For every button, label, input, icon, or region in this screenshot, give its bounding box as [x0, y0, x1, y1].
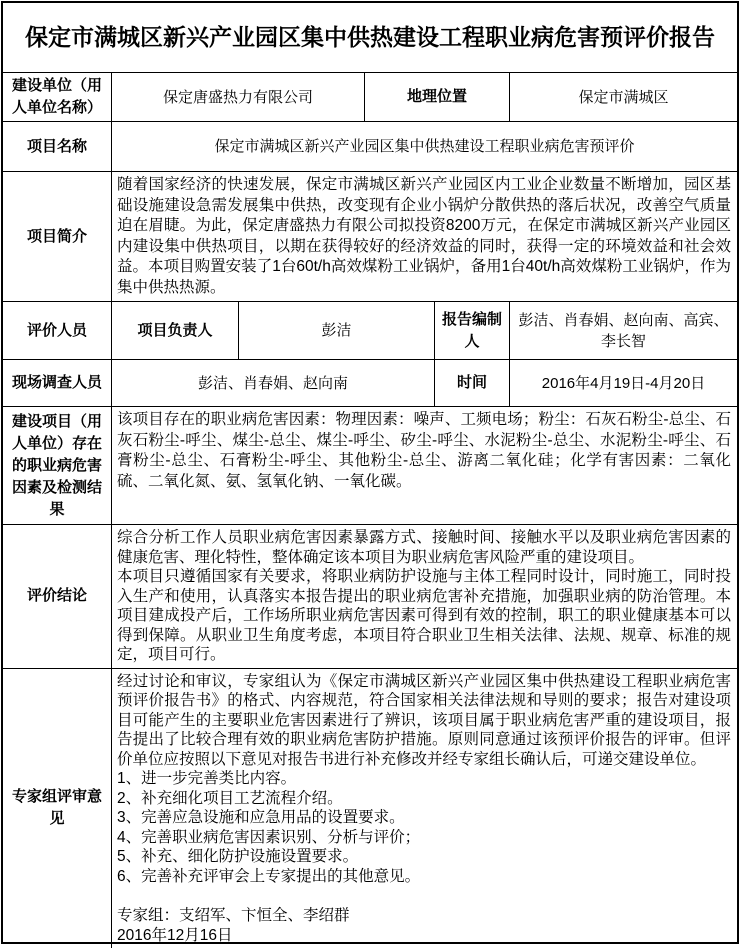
- report-compilers-label: 报告编制人: [434, 302, 509, 359]
- expert-review-item: 5、补充、细化防护设施设置要求。: [117, 847, 731, 867]
- expert-review-label: 专家组评审意见: [3, 669, 111, 948]
- conclusion-label: 评价结论: [3, 525, 111, 668]
- title-row: [3, 3, 737, 72]
- evaluators-label: 评价人员: [3, 302, 111, 359]
- report-compilers-value: 彭洁、肖春娟、赵向南、高宾、李长智: [509, 302, 737, 359]
- hazard-factors-text: 该项目存在的职业病危害因素：物理因素：噪声、工频电场；粉尘：石灰石粉尘-总尘、石灰石粉尘-呼尘、煤尘-总尘、煤尘-呼尘、矽尘-呼尘、水泥粉尘-总尘、水泥粉尘-呼尘、石膏粉尘-总尘、石膏粉尘-呼尘、其他粉尘-总尘、游离二氧化硅；化学有害因素：二氧化硫、二氧化氮、氨、氢氧化钠、一氧化碳。: [111, 407, 737, 524]
- conclusion-paragraph-1: 综合分析工作人员职业病危害因素暴露方式、接触时间、接触水平以及职业病危害因素的健康危害、理化特性，整体确定该本项目为职业病危害风险严重的建设项目。: [117, 528, 731, 567]
- project-intro-text: 随着国家经济的快速发展，保定市满城区新兴产业园区内工业企业数量不断增加，园区基础设施建设急需发展集中供热，改变现有企业小锅炉分散供热的落后状况，改善空气质量迫在眉睫。为此，保定唐盛热力有限公司拟投资8200万元，在保定市满城区新兴产业园区内建设集中供热项目，以期在获得较好的经济效益的同时，获得一定的环境效益和社会效益。本项目购置安装了1台60t/h高效煤粉工业锅炉，备用1台40t/h高效煤粉工业锅炉，作为集中供热热源。: [111, 172, 737, 301]
- conclusion-paragraph-2: 本项目只遵循国家有关要求，将职业病防护设施与主体工程同时设计，同时施工，同时投入生产和使用，认真落实本报告提出的职业病危害补充措施，加强职业病的防治管理。本项目建成投产后，工作场所职业病危害因素可得到有效的控制，职工的职业健康基本可以得到保障。从职业卫生角度考虑，本项目符合职业卫生相关法律、法规、规章、标准的规定，项目可行。: [117, 567, 731, 665]
- expert-group-signature: 专家组：支绍军、卞恒全、李绍群: [117, 906, 731, 926]
- row-evaluators: [3, 301, 737, 359]
- expert-review-item: 2、补充细化项目工艺流程介绍。: [117, 789, 731, 809]
- row-conclusion: [3, 524, 737, 668]
- row-site-survey: [3, 359, 737, 406]
- project-intro-label: 项目简介: [3, 172, 111, 301]
- site-survey-label: 现场调查人员: [3, 360, 111, 406]
- survey-time-label: 时间: [434, 360, 509, 406]
- page-title: 保定市满城区新兴产业园区集中供热建设工程职业病危害预评价报告: [3, 19, 737, 56]
- survey-time-value: 2016年4月19日-4月20日: [509, 360, 737, 406]
- row-project-name: [3, 121, 737, 171]
- expert-review-item: 6、完善补充评审会上专家提出的其他意见。: [117, 867, 731, 887]
- hazard-factors-label: 建设项目（用人单位）存在的职业病危害因素及检测结果: [3, 407, 111, 524]
- expert-review-date: 2016年12月16日: [117, 926, 731, 946]
- expert-review-paragraph: 经过讨论和审议，专家组认为《保定市满城区新兴产业园区集中供热建设工程职业病危害预评价报告书》的格式、内容规范，符合国家相关法律法规和导则的要求；报告对建设项目可能产生的主要职业危害因素进行了辨识，该项目属于职业病危害严重的建设项目，报告提出了比较合理有效的职业病危害防护措施。原则同意通过该预评价报告的评审。但评价单位应按照以下意见对报告书进行补充修改并经专家组长确认后，可递交建设单位。: [117, 672, 731, 770]
- row-construction-unit: [3, 72, 737, 121]
- expert-review-item: 3、完善应急设施和应急用品的设置要求。: [117, 808, 731, 828]
- project-leader-label: 项目负责人: [111, 302, 238, 359]
- construction-unit-label: 建设单位（用人单位名称）: [3, 73, 111, 121]
- geographic-location-value: 保定市满城区: [509, 73, 737, 121]
- row-hazard-factors: [3, 406, 737, 524]
- site-survey-members: 彭洁、肖春娟、赵向南: [111, 360, 434, 406]
- report-table: [1, 1, 739, 944]
- project-name-value: 保定市满城区新兴产业园区集中供热建设工程职业病危害预评价: [111, 122, 737, 171]
- expert-review-item: 1、进一步完善类比内容。: [117, 769, 731, 789]
- expert-review-item: 4、完善职业病危害因素识别、分析与评价；: [117, 828, 731, 848]
- construction-unit-value: 保定唐盛热力有限公司: [111, 73, 364, 121]
- conclusion-text: [111, 525, 737, 668]
- project-leader-value: 彭洁: [238, 302, 434, 359]
- geographic-location-label: 地理位置: [364, 73, 509, 121]
- row-expert-review: [3, 668, 737, 948]
- expert-signature-block: [117, 906, 731, 945]
- row-project-intro: [3, 171, 737, 301]
- project-name-label: 项目名称: [3, 122, 111, 171]
- expert-review-text: [111, 669, 737, 948]
